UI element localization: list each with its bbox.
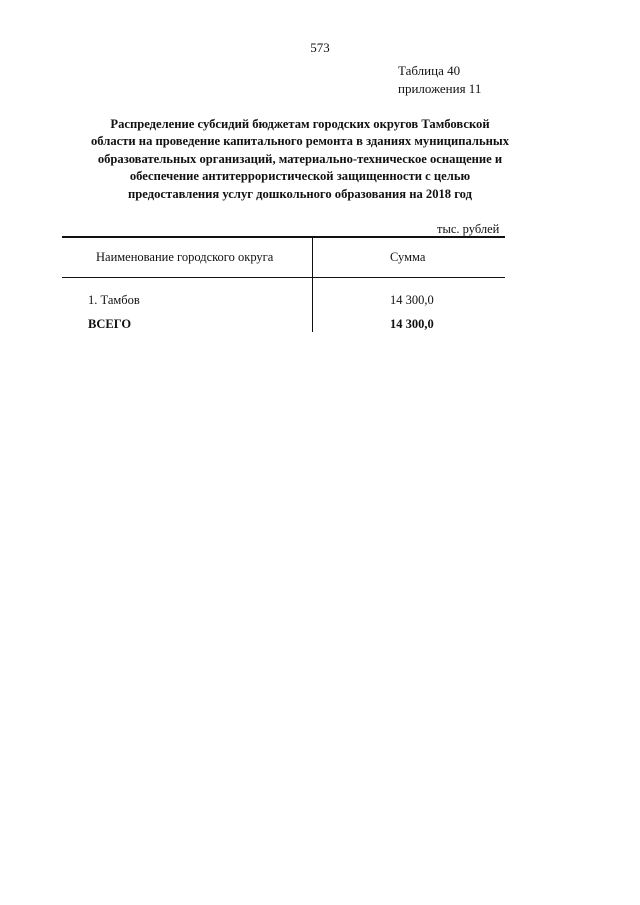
- row-district-name: 1. Тамбов: [88, 293, 140, 307]
- title-line: обеспечение антитеррористической защищенности с целью: [129, 169, 471, 184]
- column-divider: [312, 236, 313, 332]
- total-label: ВСЕГО: [88, 317, 132, 331]
- title-line: области на проведение капитального ремонта в зданиях муниципальных: [90, 134, 510, 149]
- page-number: 573: [310, 40, 330, 55]
- row-amount: 14 300,0: [390, 293, 434, 307]
- total-amount: 14 300,0: [390, 317, 434, 331]
- title-line: Распределение субсидий бюджетам городских округов Тамбовской: [110, 117, 490, 131]
- appendix-number: приложения 11: [398, 81, 482, 96]
- title-line: образовательных организаций, материально-техническое оснащение и: [97, 151, 503, 166]
- table-number: Таблица 40: [398, 63, 461, 78]
- units-label: тыс. рублей: [437, 222, 500, 236]
- table-top-border: [62, 236, 505, 238]
- header-amount: Сумма: [390, 250, 426, 264]
- document-title: [80, 116, 520, 203]
- subsidy-table: [62, 236, 505, 332]
- table-reference: [398, 62, 481, 98]
- header-divider: [62, 277, 505, 278]
- header-district-name: Наименование городского округа: [96, 250, 274, 264]
- title-line: предоставления услуг дошкольного образования на 2018 год: [128, 186, 472, 201]
